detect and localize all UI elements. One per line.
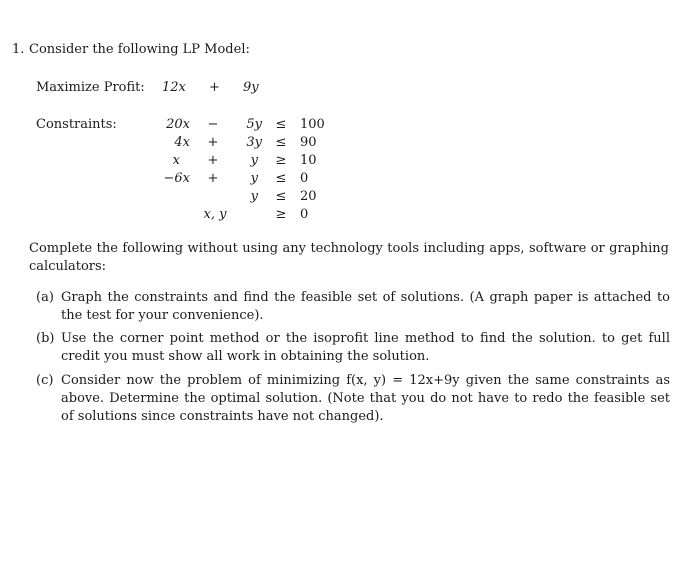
- constraint-2-bound: 90: [300, 135, 317, 150]
- objective-term-y: 9y: [243, 80, 259, 95]
- constraint-4-bound: 0: [300, 171, 309, 186]
- constraint-3-relation: ≥: [275, 153, 287, 168]
- constraint-3-term: y: [250, 153, 258, 168]
- objective-term-x: 12x: [162, 80, 186, 95]
- constraint-5-term: y: [250, 189, 258, 204]
- question-heading: Consider the following LP Model:: [29, 42, 250, 57]
- part-c: [36, 372, 670, 426]
- part-a: [36, 289, 670, 325]
- constraint-6-bound: 0: [300, 207, 309, 222]
- constraint-3-bound: 10: [300, 153, 317, 168]
- constraint-5-bound: 20: [300, 189, 317, 204]
- constraint-2-term: 3y: [246, 135, 262, 150]
- constraint-4-op: +: [207, 171, 219, 186]
- constraint-1-term: 5y: [246, 117, 262, 132]
- objective-label: Maximize Profit:: [36, 80, 145, 95]
- part-b: [36, 330, 670, 366]
- constraint-6-relation: ≥: [275, 207, 287, 222]
- constraint-2-op: +: [207, 135, 219, 150]
- part-c-text: Consider now the problem of minimizing f(x, y) = 12x+9y given the same constraints as above. Determine the optimal solution. (Note that you do not have to redo the feasible set of solutions since constraints have not changed).: [61, 373, 670, 424]
- constraint-1-relation: ≤: [275, 117, 287, 132]
- part-a-text: Graph the constraints and find the feasible set of solutions. (A graph paper is attached to the test for your convenience).: [61, 290, 670, 323]
- part-c-label: (c): [36, 373, 54, 388]
- constraint-5-relation: ≤: [275, 189, 287, 204]
- part-a-label: (a): [36, 290, 54, 305]
- objective-plus: +: [209, 80, 220, 95]
- question-number: 1.: [12, 42, 25, 57]
- part-b-label: (b): [36, 331, 55, 346]
- instructions-text: Complete the following without using any technology tools including apps, software or graphing calculators:: [29, 241, 669, 274]
- constraint-3-op: +: [207, 153, 219, 168]
- part-b-text: Use the corner point method or the isoprofit line method to find the solution. to get full credit you must show all work in obtaining the solution.: [61, 331, 670, 364]
- constraint-2-relation: ≤: [275, 135, 287, 150]
- constraint-2-lhs: 4x: [174, 135, 190, 150]
- constraint-1-op: −: [207, 117, 219, 132]
- constraints-label: Constraints:: [36, 117, 117, 132]
- constraint-3-lhs: x: [172, 153, 180, 168]
- constraint-1-bound: 100: [300, 117, 325, 132]
- constraint-4-term: y: [250, 171, 258, 186]
- constraint-4-relation: ≤: [275, 171, 287, 186]
- constraint-4-lhs: −6x: [163, 171, 190, 186]
- constraint-6-term: x, y: [203, 207, 227, 222]
- constraint-1-lhs: 20x: [166, 117, 190, 132]
